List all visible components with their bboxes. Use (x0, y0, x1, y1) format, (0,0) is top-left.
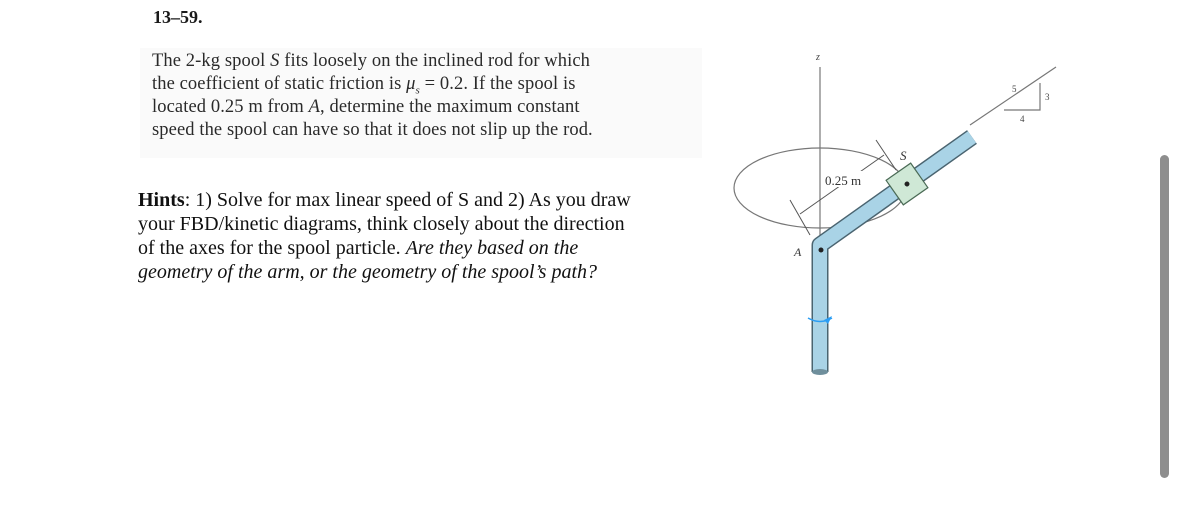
hints-line-1: Hints: 1) Solve for max linear speed of S and 2) As you draw (138, 189, 631, 211)
spool-label: S (900, 148, 907, 163)
hints-line-2: your FBD/kinetic diagrams, think closely about the direction (138, 213, 625, 235)
scrollbar[interactable] (1160, 155, 1169, 478)
spool-rod-figure (720, 40, 1060, 380)
problem-line-3: located 0.25 m from A, determine the maximum constant (152, 97, 580, 117)
slope-triangle (1004, 83, 1040, 110)
slope-rise-label: 3 (1045, 92, 1050, 102)
problem-statement (140, 48, 702, 158)
hints-line-4: geometry of the arm, or the geometry of the spool’s path? (138, 261, 598, 283)
rod-axis-line (970, 67, 1056, 125)
slope-run-label: 4 (1020, 114, 1025, 124)
rod-end (812, 369, 828, 375)
z-axis-label: z (816, 52, 820, 63)
dim-ext-1 (790, 200, 810, 235)
problem-line-2: the coefficient of static friction is $\mu_s = 0.2$. If the spool is (152, 74, 576, 97)
slope-hyp-label: 5 (1012, 84, 1017, 94)
point-a-label: A (794, 245, 802, 259)
problem-number: 13–59. (153, 7, 203, 27)
dim-ext-2 (876, 140, 896, 170)
problem-line-4: speed the spool can have so that it does not slip up the rod. (152, 120, 593, 140)
distance-label: 0.25 m (825, 173, 862, 188)
problem-line-1: The 2-kg spool S fits loosely on the inclined rod for which (152, 51, 591, 71)
point-a (819, 248, 824, 253)
hints-line-3: of the axes for the spool particle. Are they based on the (138, 237, 579, 259)
